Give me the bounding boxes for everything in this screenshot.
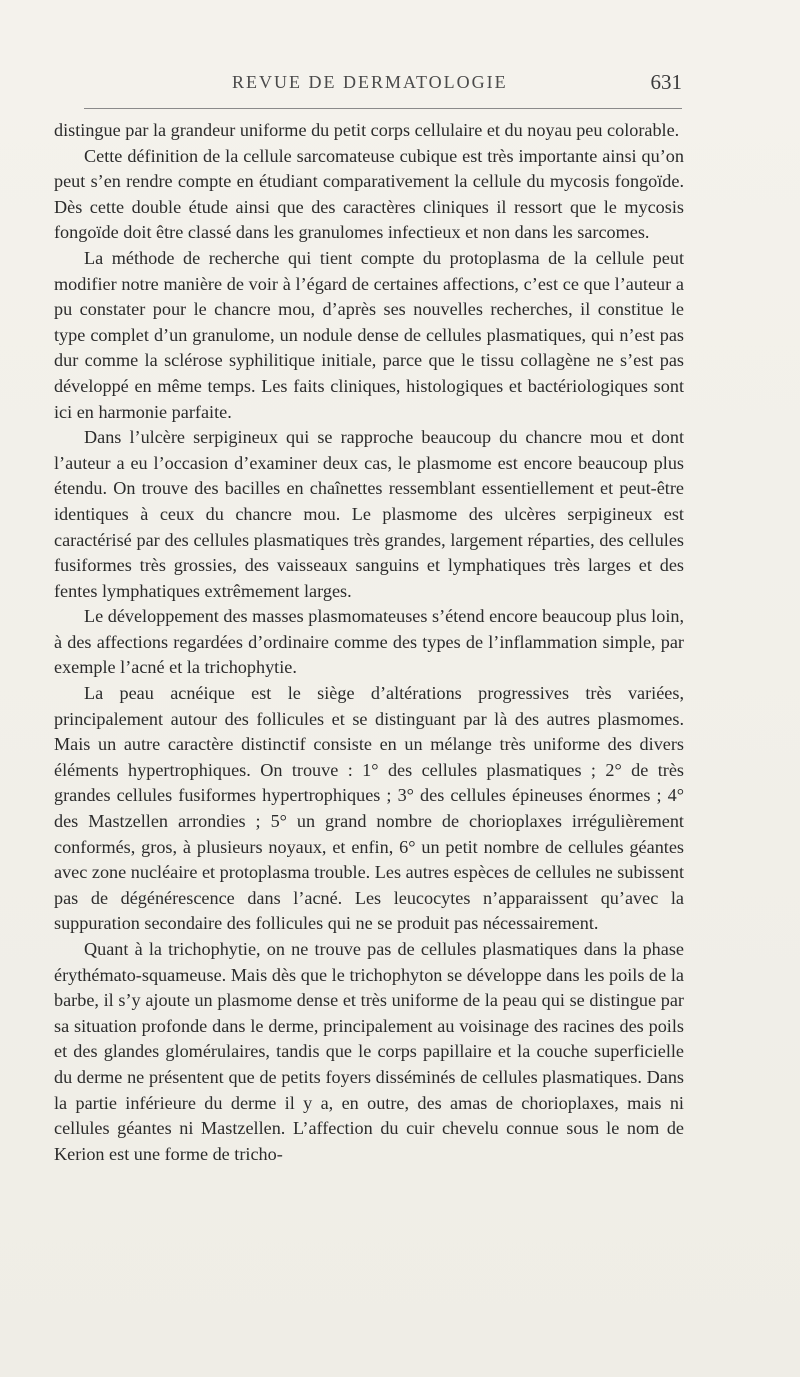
paragraph: Le développement des masses plasmomateuses s’étend encore beaucoup plus loin, à des affections regardées d’ordinaire comme des types de l’inflammation simple, par exemple l’acné et la trichophytie. [54, 606, 685, 678]
paragraph: distingue par la grandeur uniforme du petit corps cellulaire et du noyau peu colorable. [54, 120, 680, 140]
paragraph: La peau acnéique est le siège d’altérations progressives très variées, principalement autour des follicules et se distinguant par là des autres plasmomes. Mais un autre caractère distinctif consiste en un mélange très uniforme des divers éléments hypertrophiques. On trouve : 1° des cellules plasmatiques ; 2° de très grandes cellules fusiformes hypertrophiques ; 3° des cellules épineuses énormes ; 4° des Mastzellen arrondies ; 5° un grand nombre de chorioplaxes irrégulièrement conformés, gros, à plusieurs noyaux, et enfin, 6° un petit nombre de cellules géantes avec zone nucléaire et protoplasma trouble. Les autres espèces de cellules ne subissent pas de dégénérescence dans l’acné. Les leucocytes n’apparaissent qu’avec la suppuration secondaire des follicules qui ne se produit pas nécessairement. [54, 683, 684, 934]
page-header [84, 68, 682, 108]
running-title: REVUE DE DERMATOLOGIE [232, 72, 508, 92]
paragraph: Cette définition de la cellule sarcomateuse cubique est très importante ainsi qu’on peut s’en rendre compte en étudiant comparativement la cellule du mycosis fongoïde. Dès cette double étude ainsi que des caractères cliniques il ressort que le mycosis fongoïde doit être classé dans les granulomes infectieux et non dans les sarcomes. [54, 145, 684, 243]
paragraph: Dans l’ulcère serpigineux qui se rapproche beaucoup du chancre mou et dont l’auteur a eu l’occasion d’examiner deux cas, le plasmome est encore beaucoup plus étendu. On trouve des bacilles en chaînettes ressemblant essentiellement et peut-être identiques à ceux du chancre mou. Le plasmome des ulcères serpigineux est caractérisé par des cellules plasmatiques très grandes, largement réparties, des cellules fusiformes très grossies, des vaisseaux sanguins et lymphatiques très larges et des fentes lymphatiques extrêmement larges. [54, 427, 684, 601]
header-rule [84, 108, 682, 109]
paragraph: La méthode de recherche qui tient compte du protoplasma de la cellule peut modifier notre manière de voir à l’égard de certaines affections, c’est ce que l’auteur a pu constater pour le chancre mou, d’après ses nouvelles recherches, il constitue le type complet d’un granulome, un nodule dense de cellules plasmatiques, qui n’est pas dur comme la sclérose syphilitique initiale, parce que le tissu collagène ne s’est pas développé en même temps. Les faits cliniques, histologiques et bactériologiques sont ici en harmonie parfaite. [54, 247, 684, 422]
body-text [54, 118, 684, 1167]
page-number: 631 [650, 70, 682, 94]
paragraph: Quant à la trichophytie, on ne trouve pas de cellules plasmatiques dans la phase érythémato-squameuse. Mais dès que le trichophyton se développe dans les poils de la barbe, il s’y ajoute un plasmome dense et très uniforme de la peau qui se distingue par sa situation profonde dans le derme, principalement au voisinage des racines des poils et des glandes glomérulaires, tandis que le corps papillaire et la couche superficielle du derme ne présentent que de petits foyers disséminés de cellules plasmatiques. Dans la partie inférieure du derme il y a, en outre, des amas de chorioplaxes, mais ni cellules géantes ni Mastzellen. L’affection du cuir chevelu connue sous le nom de Kerion est une forme de tricho- [54, 939, 684, 1164]
